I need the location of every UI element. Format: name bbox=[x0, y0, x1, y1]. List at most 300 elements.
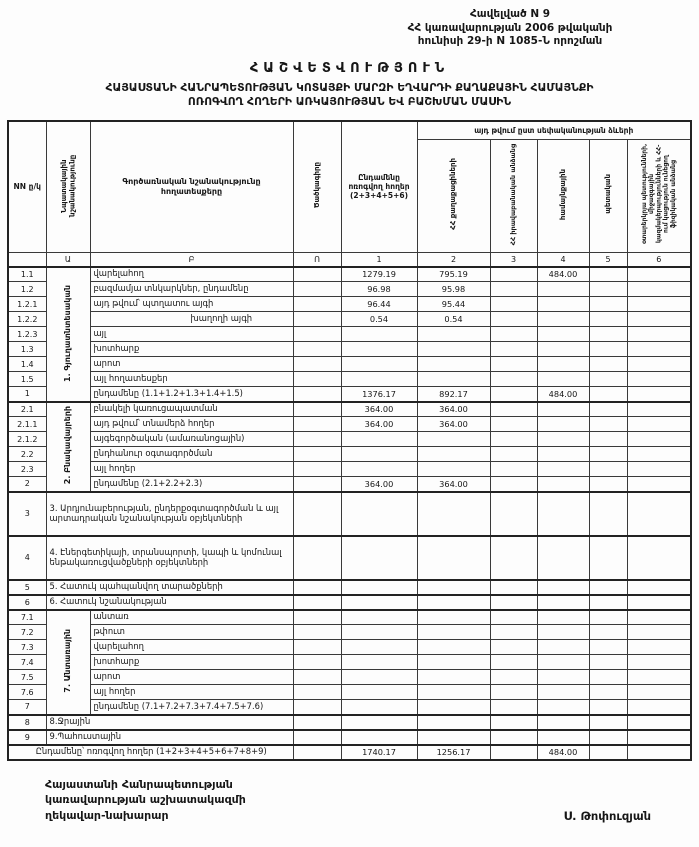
cell-total bbox=[341, 715, 417, 730]
table-row bbox=[8, 492, 691, 536]
cell-state bbox=[589, 640, 627, 655]
cell-community bbox=[537, 297, 589, 312]
appendix-line: հունիսի 29-ի N 1085-Ն որոշման bbox=[417, 35, 603, 48]
scanned-report-page bbox=[0, 8, 699, 847]
cell-foreign bbox=[627, 402, 691, 417]
row-label: բնակելի կառուցապատման bbox=[90, 402, 293, 417]
cell-total bbox=[341, 372, 417, 387]
cell-code bbox=[293, 297, 341, 312]
cell-code bbox=[293, 327, 341, 342]
cell-state bbox=[589, 327, 627, 342]
cell-legal-entities bbox=[490, 625, 537, 640]
cell-code bbox=[293, 342, 341, 357]
cell-legal-entities bbox=[490, 432, 537, 447]
table-row bbox=[8, 447, 691, 462]
signatory-line: Հայաստանի Հանրապետության bbox=[45, 777, 233, 791]
cell-community bbox=[537, 536, 589, 580]
appendix-reference bbox=[360, 8, 660, 49]
cell-community bbox=[537, 282, 589, 297]
col-header-foreign-text: օտարերկրյա պետությունների, միջազգային կազմակերպությունների և ՀՀ-ում կացություն ունեցող ֆիզիկական անձանց bbox=[640, 144, 677, 245]
table-row bbox=[8, 312, 691, 327]
cell-state bbox=[589, 492, 627, 536]
cell-total bbox=[341, 700, 417, 715]
cell-community bbox=[537, 715, 589, 730]
cell-legal-entities bbox=[490, 477, 537, 492]
table-row bbox=[8, 327, 691, 342]
row-number: 7.1 bbox=[8, 610, 46, 625]
row-number: 4 bbox=[8, 536, 46, 580]
cell-legal-entities bbox=[490, 745, 537, 760]
column-letter: Ա bbox=[46, 252, 90, 267]
row-label: 8.Ջրային bbox=[46, 715, 293, 730]
cell-code bbox=[293, 610, 341, 625]
row-number: 1.2.1 bbox=[8, 297, 46, 312]
report-heading: ՀԱՇՎԵՏՎՈՒԹՅՈՒՆ bbox=[249, 60, 450, 76]
cell-citizens bbox=[417, 580, 490, 595]
col-header-landtypes: Գործառնական նշանակությունը հողատեսքերը bbox=[90, 121, 293, 252]
cell-state bbox=[589, 610, 627, 625]
cell-community: 484.00 bbox=[537, 745, 589, 760]
cell-foreign bbox=[627, 715, 691, 730]
cell-state bbox=[589, 685, 627, 700]
cell-foreign bbox=[627, 730, 691, 745]
cell-state bbox=[589, 462, 627, 477]
cell-foreign bbox=[627, 312, 691, 327]
cell-community bbox=[537, 342, 589, 357]
cell-foreign bbox=[627, 297, 691, 312]
row-number: 2.3 bbox=[8, 462, 46, 477]
cell-state bbox=[589, 387, 627, 402]
cell-community bbox=[537, 372, 589, 387]
cell-community bbox=[537, 402, 589, 417]
table-row bbox=[8, 625, 691, 640]
cell-citizens bbox=[417, 447, 490, 462]
row-number: 7.5 bbox=[8, 670, 46, 685]
cell-citizens bbox=[417, 492, 490, 536]
cell-code bbox=[293, 417, 341, 432]
cell-total: 0.54 bbox=[341, 312, 417, 327]
col-header-state-text: պետական bbox=[603, 174, 612, 215]
cell-code bbox=[293, 492, 341, 536]
cell-community bbox=[537, 610, 589, 625]
cell-foreign bbox=[627, 342, 691, 357]
column-letter bbox=[8, 252, 46, 267]
column-letter: 1 bbox=[341, 252, 417, 267]
cell-community: 484.00 bbox=[537, 387, 589, 402]
cell-total bbox=[341, 595, 417, 610]
cell-foreign bbox=[627, 432, 691, 447]
cell-total bbox=[341, 492, 417, 536]
cell-community bbox=[537, 462, 589, 477]
cell-state bbox=[589, 730, 627, 745]
cell-foreign bbox=[627, 477, 691, 492]
cell-legal-entities bbox=[490, 536, 537, 580]
section-cell bbox=[46, 267, 90, 402]
cell-foreign bbox=[627, 267, 691, 282]
col-header-purpose-text: Նպատակային նշանակությունը bbox=[59, 154, 76, 217]
cell-legal-entities bbox=[490, 580, 537, 595]
table-row bbox=[8, 700, 691, 715]
cell-code bbox=[293, 730, 341, 745]
cell-code bbox=[293, 715, 341, 730]
table-row bbox=[8, 267, 691, 282]
cell-legal-entities bbox=[490, 267, 537, 282]
cell-total: 364.00 bbox=[341, 402, 417, 417]
row-number: 7.3 bbox=[8, 640, 46, 655]
cell-community bbox=[537, 730, 589, 745]
cell-code bbox=[293, 685, 341, 700]
col-header-purpose bbox=[46, 121, 90, 252]
cell-code bbox=[293, 655, 341, 670]
row-number: 2.2 bbox=[8, 447, 46, 462]
cell-legal-entities bbox=[490, 357, 537, 372]
row-label: խոտհարք bbox=[90, 342, 293, 357]
cell-citizens: 95.44 bbox=[417, 297, 490, 312]
row-number: 7.2 bbox=[8, 625, 46, 640]
col-header-citizens bbox=[417, 139, 490, 252]
column-letter: 2 bbox=[417, 252, 490, 267]
document-title bbox=[0, 81, 699, 110]
cell-citizens bbox=[417, 536, 490, 580]
row-label: արոտ bbox=[90, 670, 293, 685]
col-header-community-text: համայնքային bbox=[558, 168, 567, 220]
cell-code bbox=[293, 312, 341, 327]
row-number: 3 bbox=[8, 492, 46, 536]
cell-legal-entities bbox=[490, 462, 537, 477]
row-label: 5. Հատուկ պահպանվող տարածքների bbox=[46, 580, 293, 595]
column-letter: 5 bbox=[589, 252, 627, 267]
cell-state bbox=[589, 447, 627, 462]
table-row bbox=[8, 536, 691, 580]
table-row bbox=[8, 685, 691, 700]
cell-state bbox=[589, 312, 627, 327]
cell-state bbox=[589, 625, 627, 640]
cell-citizens: 364.00 bbox=[417, 417, 490, 432]
cell-state bbox=[589, 402, 627, 417]
cell-state bbox=[589, 655, 627, 670]
table-row bbox=[8, 655, 691, 670]
cell-total bbox=[341, 655, 417, 670]
row-number: 5 bbox=[8, 580, 46, 595]
cell-state bbox=[589, 267, 627, 282]
footer bbox=[45, 777, 651, 825]
cell-foreign bbox=[627, 282, 691, 297]
cell-state bbox=[589, 715, 627, 730]
cell-legal-entities bbox=[490, 700, 537, 715]
row-label: ընդհանուր օգտագործման bbox=[90, 447, 293, 462]
cell-state bbox=[589, 282, 627, 297]
cell-community bbox=[537, 447, 589, 462]
cell-citizens bbox=[417, 625, 490, 640]
cell-citizens bbox=[417, 357, 490, 372]
col-header-code bbox=[293, 121, 341, 252]
row-label: այլ bbox=[90, 327, 293, 342]
cell-code bbox=[293, 267, 341, 282]
cell-citizens: 364.00 bbox=[417, 477, 490, 492]
row-label: այլ հողատեսքեր bbox=[90, 372, 293, 387]
row-number: 2.1.2 bbox=[8, 432, 46, 447]
col-header-state bbox=[589, 139, 627, 252]
table-row bbox=[8, 610, 691, 625]
cell-foreign bbox=[627, 745, 691, 760]
cell-state bbox=[589, 432, 627, 447]
row-label: այգեգործական (ամառանոցային) bbox=[90, 432, 293, 447]
cell-state bbox=[589, 745, 627, 760]
row-label: ընդամենը (7.1+7.2+7.3+7.4+7.5+7.6) bbox=[90, 700, 293, 715]
cell-foreign bbox=[627, 536, 691, 580]
cell-code bbox=[293, 402, 341, 417]
table-row bbox=[8, 372, 691, 387]
row-number: 2.1 bbox=[8, 402, 46, 417]
cell-foreign bbox=[627, 610, 691, 625]
cell-total bbox=[341, 580, 417, 595]
col-header-ownership: այդ թվում ըստ սեփականության ձևերի bbox=[417, 121, 691, 139]
cell-total bbox=[341, 342, 417, 357]
cell-total: 364.00 bbox=[341, 417, 417, 432]
cell-total bbox=[341, 462, 417, 477]
cell-community bbox=[537, 312, 589, 327]
cell-foreign bbox=[627, 595, 691, 610]
row-label: այլ հողեր bbox=[90, 685, 293, 700]
cell-state bbox=[589, 297, 627, 312]
cell-citizens bbox=[417, 715, 490, 730]
col-header-nn: NN ը/կ bbox=[8, 121, 46, 252]
document-title-line: ՀԱՅԱՍՏԱՆԻ ՀԱՆՐԱՊԵՏՈՒԹՅԱՆ ԿՈՏԱՅՔԻ ՄԱՐԶԻ ԵՂՎԱՐԴԻ ՔԱՂԱՔԱՅԻՆ ՀԱՄԱՅՆՔԻ bbox=[105, 80, 594, 94]
cell-community bbox=[537, 655, 589, 670]
cell-total bbox=[341, 447, 417, 462]
cell-community bbox=[537, 357, 589, 372]
row-number: 9 bbox=[8, 730, 46, 745]
row-number: 1.2 bbox=[8, 282, 46, 297]
cell-citizens bbox=[417, 327, 490, 342]
cell-state bbox=[589, 357, 627, 372]
cell-foreign bbox=[627, 327, 691, 342]
table-row bbox=[8, 670, 691, 685]
cell-legal-entities bbox=[490, 715, 537, 730]
cell-community bbox=[537, 580, 589, 595]
row-label: թփուտ bbox=[90, 625, 293, 640]
cell-legal-entities bbox=[490, 372, 537, 387]
cell-total: 96.44 bbox=[341, 297, 417, 312]
cell-community: 484.00 bbox=[537, 267, 589, 282]
row-label: 9.Պահուստային bbox=[46, 730, 293, 745]
cell-total bbox=[341, 432, 417, 447]
section-label: 1. Գյուղատնտեսական bbox=[63, 284, 73, 382]
row-label: 3. Արդյունաբերության, ընդերքօգտագործման և այլ արտադրական նշանակության օբյեկտների bbox=[46, 492, 293, 536]
cell-legal-entities bbox=[490, 655, 537, 670]
table-row bbox=[8, 282, 691, 297]
cell-citizens bbox=[417, 372, 490, 387]
row-label: ընդամենը (1.1+1.2+1.3+1.4+1.5) bbox=[90, 387, 293, 402]
cell-code bbox=[293, 595, 341, 610]
cell-legal-entities bbox=[490, 387, 537, 402]
cell-citizens: 0.54 bbox=[417, 312, 490, 327]
cell-total bbox=[341, 536, 417, 580]
cell-citizens: 795.19 bbox=[417, 267, 490, 282]
cell-citizens: 892.17 bbox=[417, 387, 490, 402]
row-label: բազմամյա տնկարկներ, ընդամենը bbox=[90, 282, 293, 297]
cell-citizens bbox=[417, 700, 490, 715]
cell-citizens: 1256.17 bbox=[417, 745, 490, 760]
row-label: 6. Հատուկ նշանակության bbox=[46, 595, 293, 610]
cell-citizens bbox=[417, 432, 490, 447]
table-row bbox=[8, 342, 691, 357]
cell-legal-entities bbox=[490, 685, 537, 700]
row-label: վարելահող bbox=[90, 640, 293, 655]
cell-citizens bbox=[417, 610, 490, 625]
section-label: 7. Անտառային bbox=[63, 629, 73, 693]
section-label: 2. Բնակավայրերի bbox=[63, 406, 73, 485]
col-header-citizens-text: ՀՀ քաղաքացիների bbox=[449, 158, 458, 231]
row-number: 1.2.3 bbox=[8, 327, 46, 342]
row-label: խաղողի այգի bbox=[90, 312, 293, 327]
cell-legal-entities bbox=[490, 327, 537, 342]
cell-total bbox=[341, 327, 417, 342]
cell-total: 364.00 bbox=[341, 477, 417, 492]
table-row bbox=[8, 387, 691, 402]
cell-state bbox=[589, 477, 627, 492]
cell-citizens bbox=[417, 670, 490, 685]
table-row bbox=[8, 595, 691, 610]
cell-community bbox=[537, 700, 589, 715]
cell-code bbox=[293, 580, 341, 595]
cell-legal-entities bbox=[490, 595, 537, 610]
row-number: 7 bbox=[8, 700, 46, 715]
cell-code bbox=[293, 670, 341, 685]
cell-legal-entities bbox=[490, 312, 537, 327]
cell-foreign bbox=[627, 447, 691, 462]
cell-foreign bbox=[627, 492, 691, 536]
row-label: այդ թվում՝ տնամերձ հողեր bbox=[90, 417, 293, 432]
cell-legal-entities bbox=[490, 492, 537, 536]
cell-code bbox=[293, 745, 341, 760]
row-number: 1.4 bbox=[8, 357, 46, 372]
cell-citizens bbox=[417, 342, 490, 357]
irrigated-lands-table bbox=[7, 120, 692, 761]
cell-code bbox=[293, 432, 341, 447]
cell-code bbox=[293, 387, 341, 402]
cell-code bbox=[293, 625, 341, 640]
cell-community bbox=[537, 327, 589, 342]
cell-state bbox=[589, 595, 627, 610]
row-number: 1.1 bbox=[8, 267, 46, 282]
cell-state bbox=[589, 580, 627, 595]
table-row bbox=[8, 402, 691, 417]
row-number: 1.3 bbox=[8, 342, 46, 357]
cell-total: 1279.19 bbox=[341, 267, 417, 282]
column-letter: 6 bbox=[627, 252, 691, 267]
cell-community bbox=[537, 685, 589, 700]
cell-total: 96.98 bbox=[341, 282, 417, 297]
col-header-code-text: Ծածկագիրը bbox=[312, 162, 321, 209]
cell-total bbox=[341, 685, 417, 700]
document-title-line: ՈՌՈԳՎՈՂ ՀՈՂԵՐԻ ԱՌԿԱՅՈՒԹՅԱՆ ԵՎ ԲԱՇԽՄԱՆ ՄԱՍԻՆ bbox=[187, 95, 512, 109]
cell-total: 1376.17 bbox=[341, 387, 417, 402]
cell-total: 1740.17 bbox=[341, 745, 417, 760]
row-number: 7.4 bbox=[8, 655, 46, 670]
row-number: 7.6 bbox=[8, 685, 46, 700]
cell-code bbox=[293, 700, 341, 715]
section-cell bbox=[46, 402, 90, 492]
row-label: խոտհարք bbox=[90, 655, 293, 670]
cell-total bbox=[341, 640, 417, 655]
row-label: այլ հողեր bbox=[90, 462, 293, 477]
cell-community bbox=[537, 670, 589, 685]
cell-foreign bbox=[627, 417, 691, 432]
signatory-line: ղեկավար-նախարար bbox=[45, 809, 169, 823]
cell-code bbox=[293, 536, 341, 580]
cell-code bbox=[293, 372, 341, 387]
cell-code bbox=[293, 477, 341, 492]
cell-legal-entities bbox=[490, 640, 537, 655]
col-header-legal-entities-text: ՀՀ իրավաբանական անձանց bbox=[508, 143, 517, 245]
cell-community bbox=[537, 595, 589, 610]
cell-community bbox=[537, 640, 589, 655]
col-header-foreign bbox=[627, 139, 691, 252]
cell-citizens bbox=[417, 685, 490, 700]
cell-state bbox=[589, 372, 627, 387]
cell-foreign bbox=[627, 670, 691, 685]
cell-foreign bbox=[627, 685, 691, 700]
column-letter: 3 bbox=[490, 252, 537, 267]
cell-total bbox=[341, 357, 417, 372]
cell-citizens: 95.98 bbox=[417, 282, 490, 297]
cell-state bbox=[589, 417, 627, 432]
cell-foreign bbox=[627, 700, 691, 715]
cell-total bbox=[341, 610, 417, 625]
cell-community bbox=[537, 625, 589, 640]
cell-foreign bbox=[627, 387, 691, 402]
table-row bbox=[8, 730, 691, 745]
row-label: վարելահող bbox=[90, 267, 293, 282]
signatory-position bbox=[45, 777, 246, 825]
table-row bbox=[8, 432, 691, 447]
cell-citizens: 364.00 bbox=[417, 402, 490, 417]
table-row bbox=[8, 640, 691, 655]
cell-citizens bbox=[417, 595, 490, 610]
table-row bbox=[8, 715, 691, 730]
cell-legal-entities bbox=[490, 342, 537, 357]
cell-legal-entities bbox=[490, 417, 537, 432]
cell-legal-entities bbox=[490, 297, 537, 312]
row-label: արոտ bbox=[90, 357, 293, 372]
row-label: ընդամենը (2.1+2.2+2.3) bbox=[90, 477, 293, 492]
table-row bbox=[8, 580, 691, 595]
row-number: 6 bbox=[8, 595, 46, 610]
column-letter: Ո bbox=[293, 252, 341, 267]
cell-foreign bbox=[627, 580, 691, 595]
cell-community bbox=[537, 492, 589, 536]
row-number: 1.2.2 bbox=[8, 312, 46, 327]
cell-community bbox=[537, 417, 589, 432]
cell-foreign bbox=[627, 640, 691, 655]
section-cell bbox=[46, 610, 90, 715]
cell-legal-entities bbox=[490, 282, 537, 297]
cell-foreign bbox=[627, 372, 691, 387]
cell-code bbox=[293, 447, 341, 462]
signature-name: Ս. Թոփուզյան bbox=[563, 808, 651, 823]
table-row bbox=[8, 417, 691, 432]
row-number: 1.5 bbox=[8, 372, 46, 387]
cell-state bbox=[589, 700, 627, 715]
table-header-row bbox=[8, 121, 691, 139]
cell-state bbox=[589, 536, 627, 580]
signatory-line: կառավարության աշխատակազմի bbox=[45, 793, 246, 807]
table-row bbox=[8, 297, 691, 312]
cell-legal-entities bbox=[490, 670, 537, 685]
cell-community bbox=[537, 432, 589, 447]
row-number: 2 bbox=[8, 477, 46, 492]
